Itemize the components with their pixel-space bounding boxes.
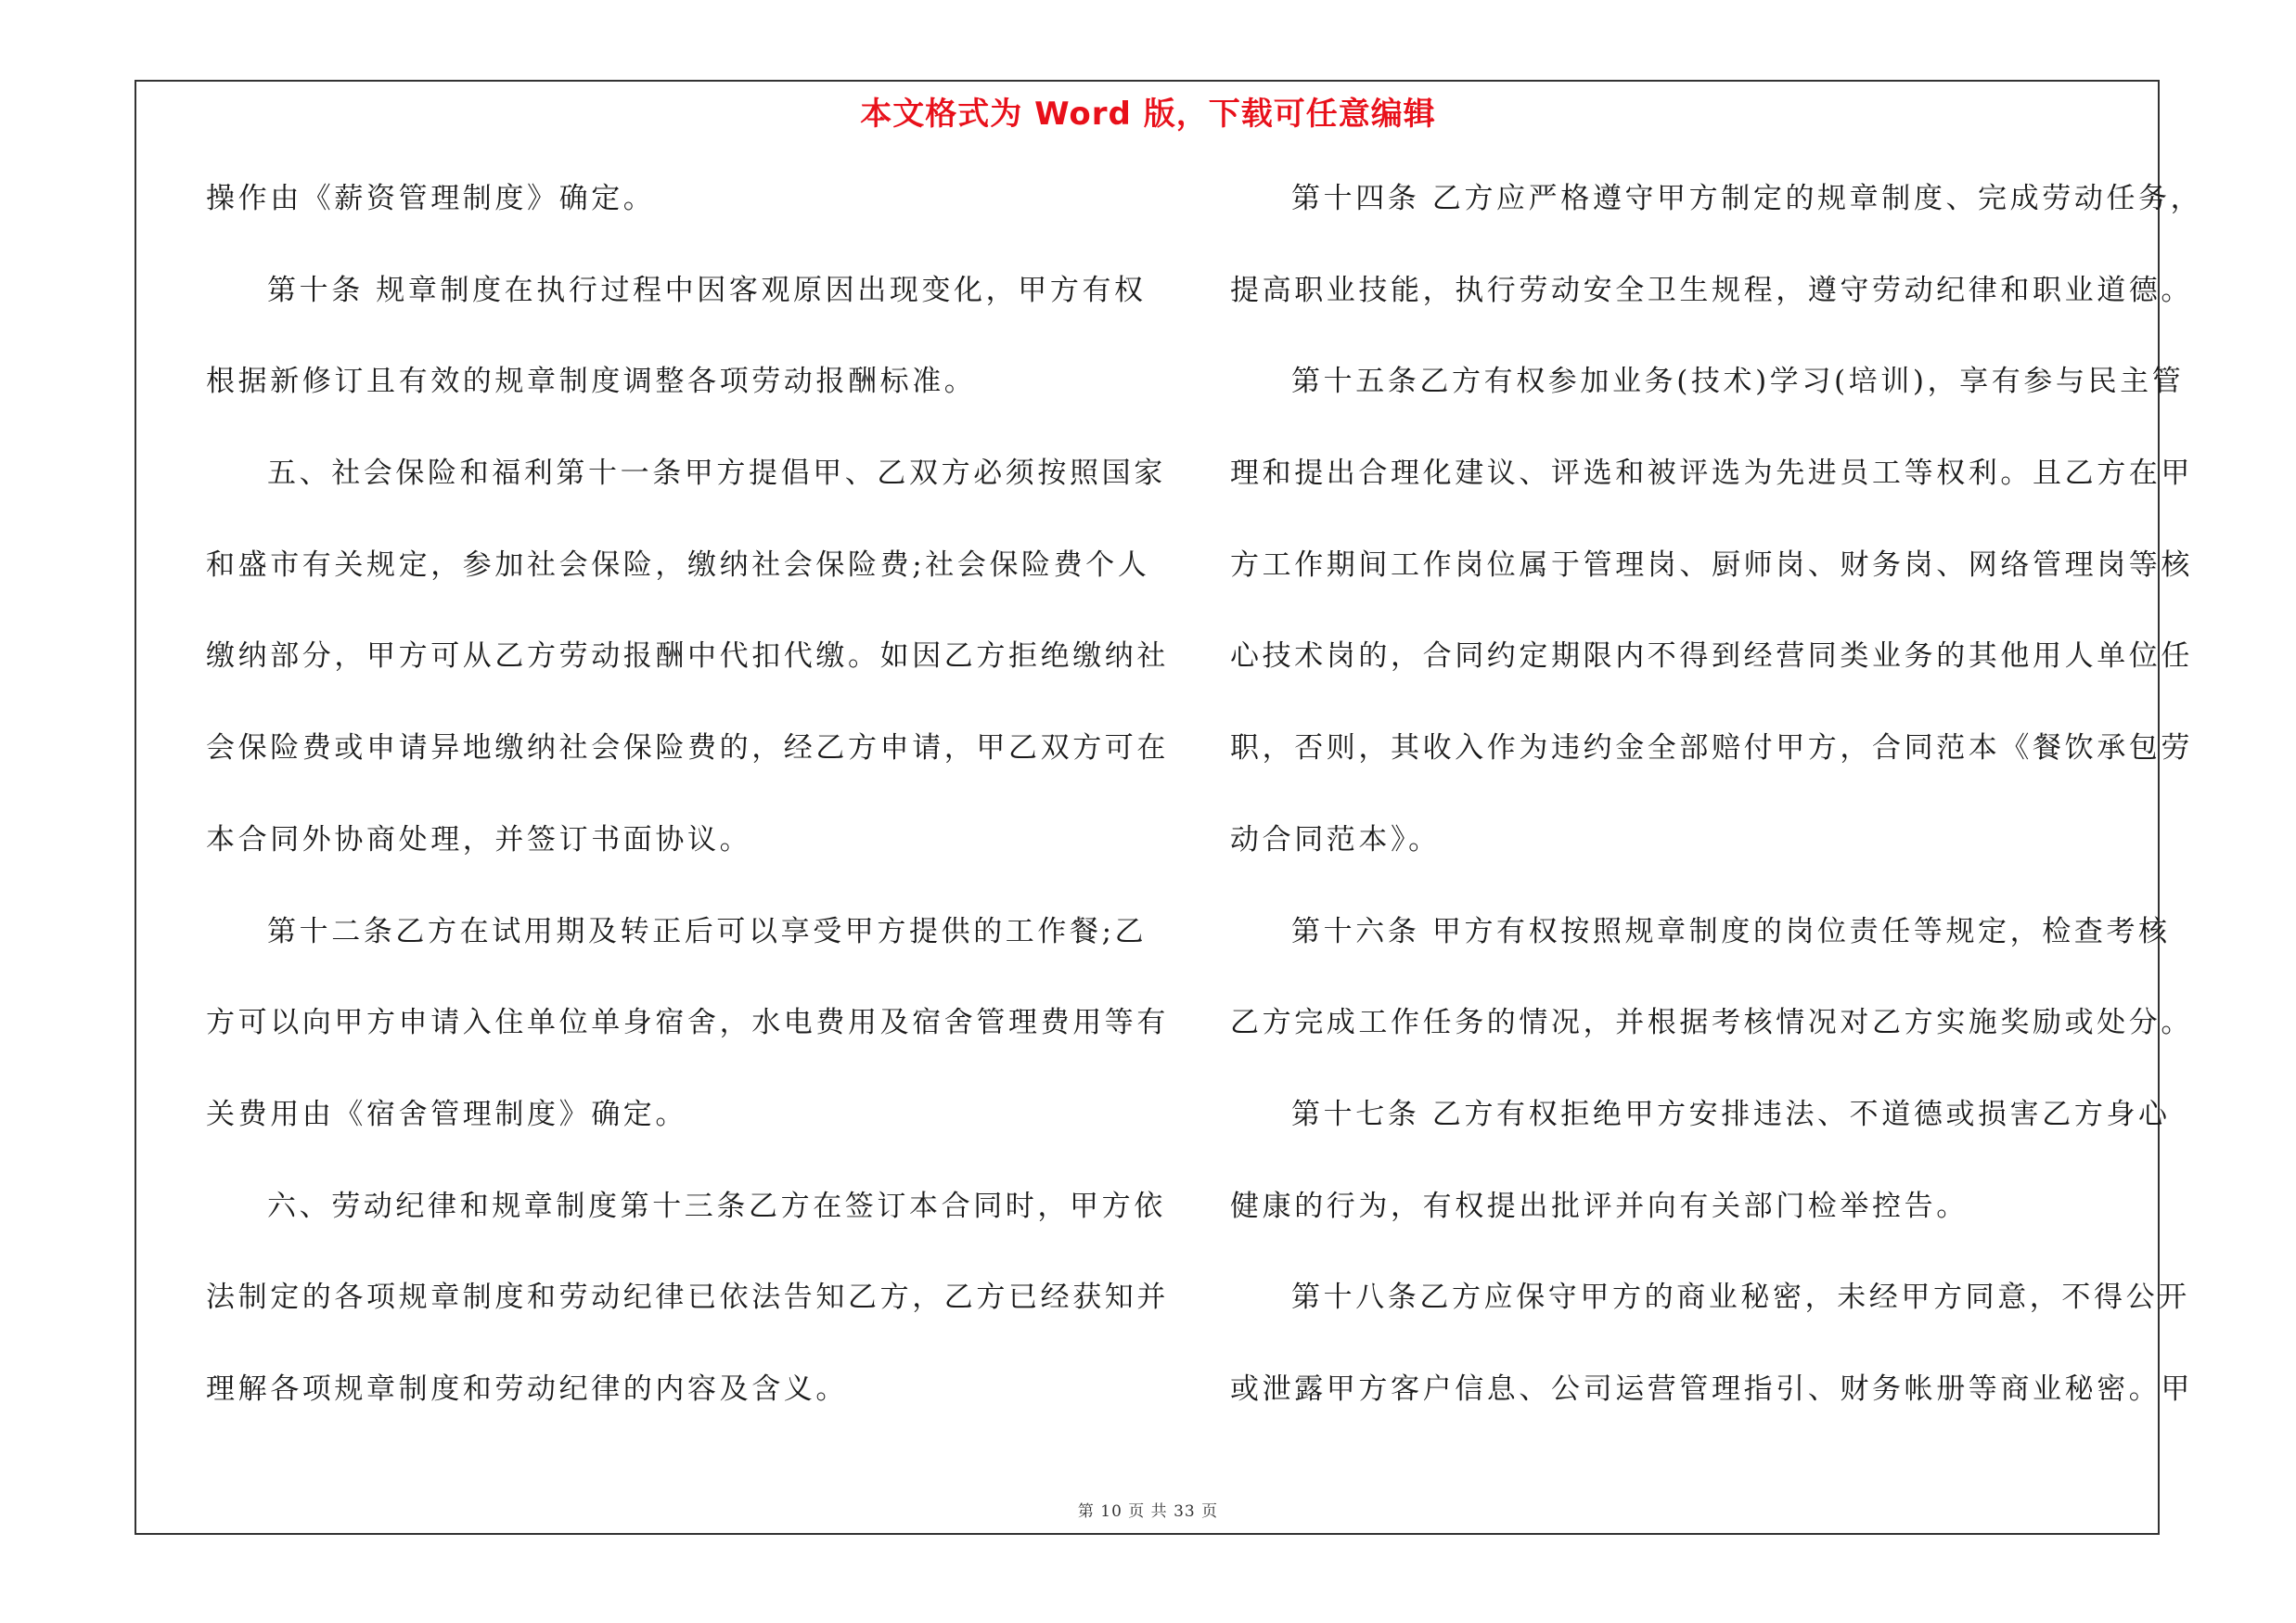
text-line: 会保险费或申请异地缴纳社会保险费的，经乙方申请，甲乙双方可在 xyxy=(206,731,1169,766)
right-column xyxy=(1230,182,2203,1464)
text-line: 六、劳动纪律和规章制度第十三条乙方在签订本合同时，甲方依 xyxy=(267,1189,1166,1223)
text-line: 第十二条乙方在试用期及转正后可以享受甲方提供的工作餐;乙 xyxy=(267,914,1148,948)
text-line: 缴纳部分，甲方可从乙方劳动报酬中代扣代缴。如因乙方拒绝缴纳社 xyxy=(206,639,1169,674)
text-line: 或泄露甲方客户信息、公司运营管理指引、财务帐册等商业秘密。甲 xyxy=(1230,1372,2193,1406)
text-line: 第十四条 乙方应严格遵守甲方制定的规章制度、完成劳动任务， xyxy=(1291,182,2203,215)
text-line: 健康的行为，有权提出批评并向有关部门检举控告。 xyxy=(1230,1189,1969,1223)
text-line: 方可以向甲方申请入住单位单身宿舍，水电费用及宿舍管理费用等有 xyxy=(206,1006,1169,1040)
text-line: 动合同范本》。 xyxy=(1230,822,1441,857)
text-line: 第十五条乙方有权参加业务(技术)学习(培训)，享有参与民主管 xyxy=(1291,365,2185,399)
text-line: 理和提出合理化建议、评选和被评选为先进员工等权利。且乙方在甲 xyxy=(1230,457,2193,491)
text-line: 心技术岗的，合同约定期限内不得到经营同类业务的其他用人单位任 xyxy=(1230,639,2193,674)
text-line: 第十条 规章制度在执行过程中因客观原因出现变化，甲方有权 xyxy=(267,273,1147,307)
text-line: 第十八条乙方应保守甲方的商业秘密，未经甲方同意，不得公开 xyxy=(1291,1281,2190,1315)
format-banner: 本文格式为 Word 版，下载可任意编辑 xyxy=(860,96,1436,133)
text-line: 提高职业技能，执行劳动安全卫生规程，遵守劳动纪律和职业道德。 xyxy=(1230,273,2193,307)
text-line: 法制定的各项规章制度和劳动纪律已依法告知乙方，乙方已经获知并 xyxy=(206,1281,1169,1315)
text-line: 职，否则，其收入作为违约金全部赔付甲方，合同范本《餐饮承包劳 xyxy=(1230,731,2193,766)
text-line: 乙方完成工作任务的情况，并根据考核情况对乙方实施奖励或处分。 xyxy=(1230,1006,2193,1040)
text-line: 和盛市有关规定，参加社会保险，缴纳社会保险费;社会保险费个人 xyxy=(206,547,1150,582)
text-line: 关费用由《宿舍管理制度》确定。 xyxy=(206,1097,687,1131)
text-line: 本合同外协商处理，并签订书面协议。 xyxy=(206,822,752,857)
text-line: 五、社会保险和福利第十一条甲方提倡甲、乙双方必须按照国家 xyxy=(267,457,1166,491)
text-line: 理解各项规章制度和劳动纪律的内容及含义。 xyxy=(206,1372,848,1406)
text-line: 根据新修订且有效的规章制度调整各项劳动报酬标准。 xyxy=(206,365,977,399)
text-line: 第十七条 乙方有权拒绝甲方安排违法、不道德或损害乙方身心 xyxy=(1291,1097,2171,1131)
page-number-footer: 第 10 页 共 33 页 xyxy=(1077,1502,1219,1521)
left-column xyxy=(206,182,1169,1464)
text-line: 操作由《薪资管理制度》确定。 xyxy=(206,182,656,215)
text-line: 方工作期间工作岗位属于管理岗、厨师岗、财务岗、网络管理岗等核 xyxy=(1230,547,2193,582)
text-line: 第十六条 甲方有权按照规章制度的岗位责任等规定，检查考核 xyxy=(1291,914,2171,948)
